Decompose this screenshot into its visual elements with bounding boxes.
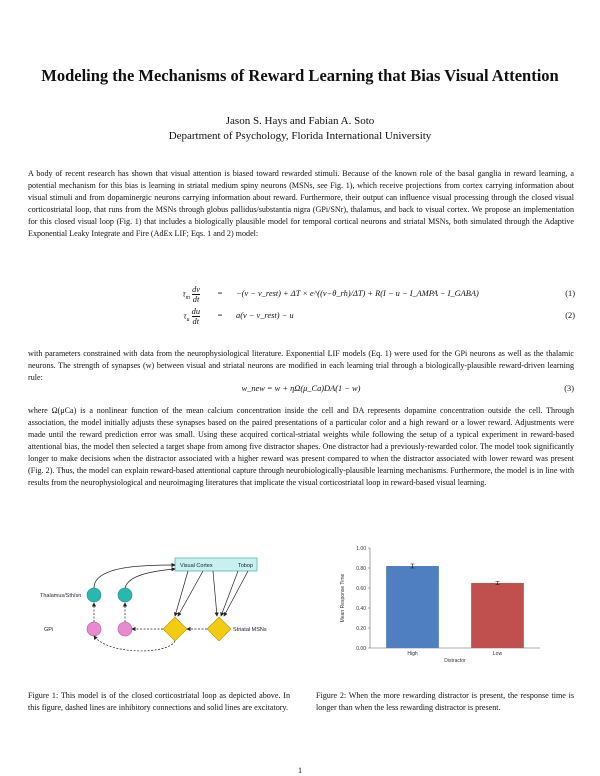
y-tick-label: 0.20 (356, 625, 366, 632)
eq3-body: w_new = w + ηΩ(μ_Ca)DA(1 − w) (241, 384, 361, 393)
striatum-msn-2 (207, 617, 231, 641)
gpi-neuron-1 (87, 622, 101, 636)
page-number: 1 (297, 765, 303, 775)
y-axis-label: Mean Response Time (340, 573, 346, 623)
intro-paragraph: A body of recent research has shown that visual attention is biased toward rewarded stimuli. Because of the known role of the basal ganglia in reward learning, a potential mechanism for this bias is learning in striatal medium spiny neurons (MSNs, see Fig. 1), which receive projections from cortex carrying information about visual stimuli and from dopaminergic neurons carrying information about reward. Furthermore, their output can influence visual processing through the closed visual corticostriatal loop, that runs from the MSNs through globus pallidus/substantia nigra (GPi/SNr), thalamus, and back to visual cortex. We propose an implementation for this closed visual loop (Fig. 1) that includes a biologically plausible model for temporal cortical neurons and striatal MSNs, both simulated through the Adaptive Exponential Leaky Integrate and Fire (AdEx LIF; Eqs. 1 and 2) model: (28, 169, 574, 238)
eq1-number: (1) (565, 289, 575, 298)
cortex-to-msn-e (224, 571, 248, 616)
gpi-neuron-2 (118, 622, 132, 636)
tobop-label: Tobop (238, 563, 253, 569)
gpi-label: GPi (44, 627, 54, 633)
eq1-equals: = (217, 289, 223, 298)
y-tick-label: 0.80 (356, 565, 366, 572)
figure-1-caption: Figure 1: This model is of the closed corticostriatal loop as depicted above. In this figure, dashed lines are inhibitory connections and solid lines are excitatory. (28, 691, 290, 712)
msn-to-gpi-2 (94, 636, 175, 651)
eq3-number: (3) (564, 384, 574, 393)
visual-cortex-label: Visual Cortex (180, 563, 213, 569)
eq2-equals: = (217, 311, 223, 320)
striatum-label: Striatal MSNs (233, 627, 267, 633)
thalamus-to-cortex-2 (125, 569, 175, 588)
y-tick-label: 0.60 (356, 585, 366, 592)
x-tick-label: High (407, 651, 418, 657)
x-axis-label: Distractor (444, 658, 466, 664)
eq1-lhs: $\tau_m$ $\frac{dv}{dt}$ (182, 285, 200, 304)
x-tick-label: Low (492, 651, 503, 657)
thalamus-to-cortex-1 (94, 565, 175, 588)
affiliation: Department of Psychology, Florida International University (168, 130, 432, 142)
thalamus-neuron-1 (87, 588, 101, 602)
figure-1-diagram (28, 545, 290, 665)
thalamus-label: Thalamus/Sth/sn (40, 593, 82, 599)
figure-2-caption: Figure 2: When the more rewarding distractor is present, the response time is longer than when the less rewarding distractor is present. (316, 691, 574, 712)
thalamus-neuron-2 (118, 588, 132, 602)
equation-1 (100, 285, 575, 307)
paper-title: Modeling the Mechanisms of Reward Learning that Bias Visual Attention (41, 66, 559, 85)
authors: Jason S. Hays and Fabian A. Soto (225, 115, 375, 127)
cortex-to-msn-c (213, 571, 217, 616)
eq2-lhs: $\tau_u$ $\frac{du}{dt}$ (183, 307, 200, 326)
equation-2 (100, 307, 575, 329)
striatum-msn-1 (163, 617, 187, 641)
equation-3 (28, 384, 574, 398)
y-tick-label: 0.00 (356, 645, 366, 652)
eq1-rhs: −(v − v_rest) + ΔT × e^((v−θ_rh)/ΔT) + R(I − u − I_AMPA − I_GABA) (236, 289, 479, 298)
figure-2-chart (330, 540, 550, 665)
bar-high (386, 566, 439, 648)
eq2-number: (2) (565, 311, 575, 320)
y-tick-label: 0.40 (356, 605, 366, 612)
eq2-rhs: a(v − v_rest) − u (236, 311, 294, 320)
cortex-to-msn-d (221, 571, 238, 616)
results-paragraph: where Ω(μCa) is a nonlinear function of the mean calcium concentration inside the cell and DA represents dopamine concentration outside the cell. Through association, the model initially adjusts these synapses based on the paired presentations of a particular color and a high reward or a lower reward. Adjustments were made until the reward prediction error was small. Using these acquired cortical-striatal weights while following the setup of a typical experiment in reward-based attentional bias, the model then selected a target shape from among five distractor shapes. One distractor had a previously-rewarded color. The model took significantly longer to make decisions when the distractor associated with a higher reward was present compared to when the distractor associated with lower reward was present (Fig. 2). Thus, the model can explain reward-based attentional capture through neurobiologically-plausible learning mechanisms. Furthermore, the model is in line with results from the neurophysiological and neuroimaging literatures that implicate the visual corticostriatal loop in reward-based visual learning. (28, 406, 574, 487)
y-tick-label: 1.00 (356, 545, 366, 552)
bar-low (471, 583, 524, 648)
parameters-paragraph: with parameters constrained with data from the neurophysiological literature. Exponential LIF models (Eq. 1) were used for the GPi neurons as well as the thalamic neurons. The strength of synapses (w) between visual and striatal neurons are modified in each learning trial through a biologically-plausible reward-driven learning rule: (28, 349, 574, 382)
